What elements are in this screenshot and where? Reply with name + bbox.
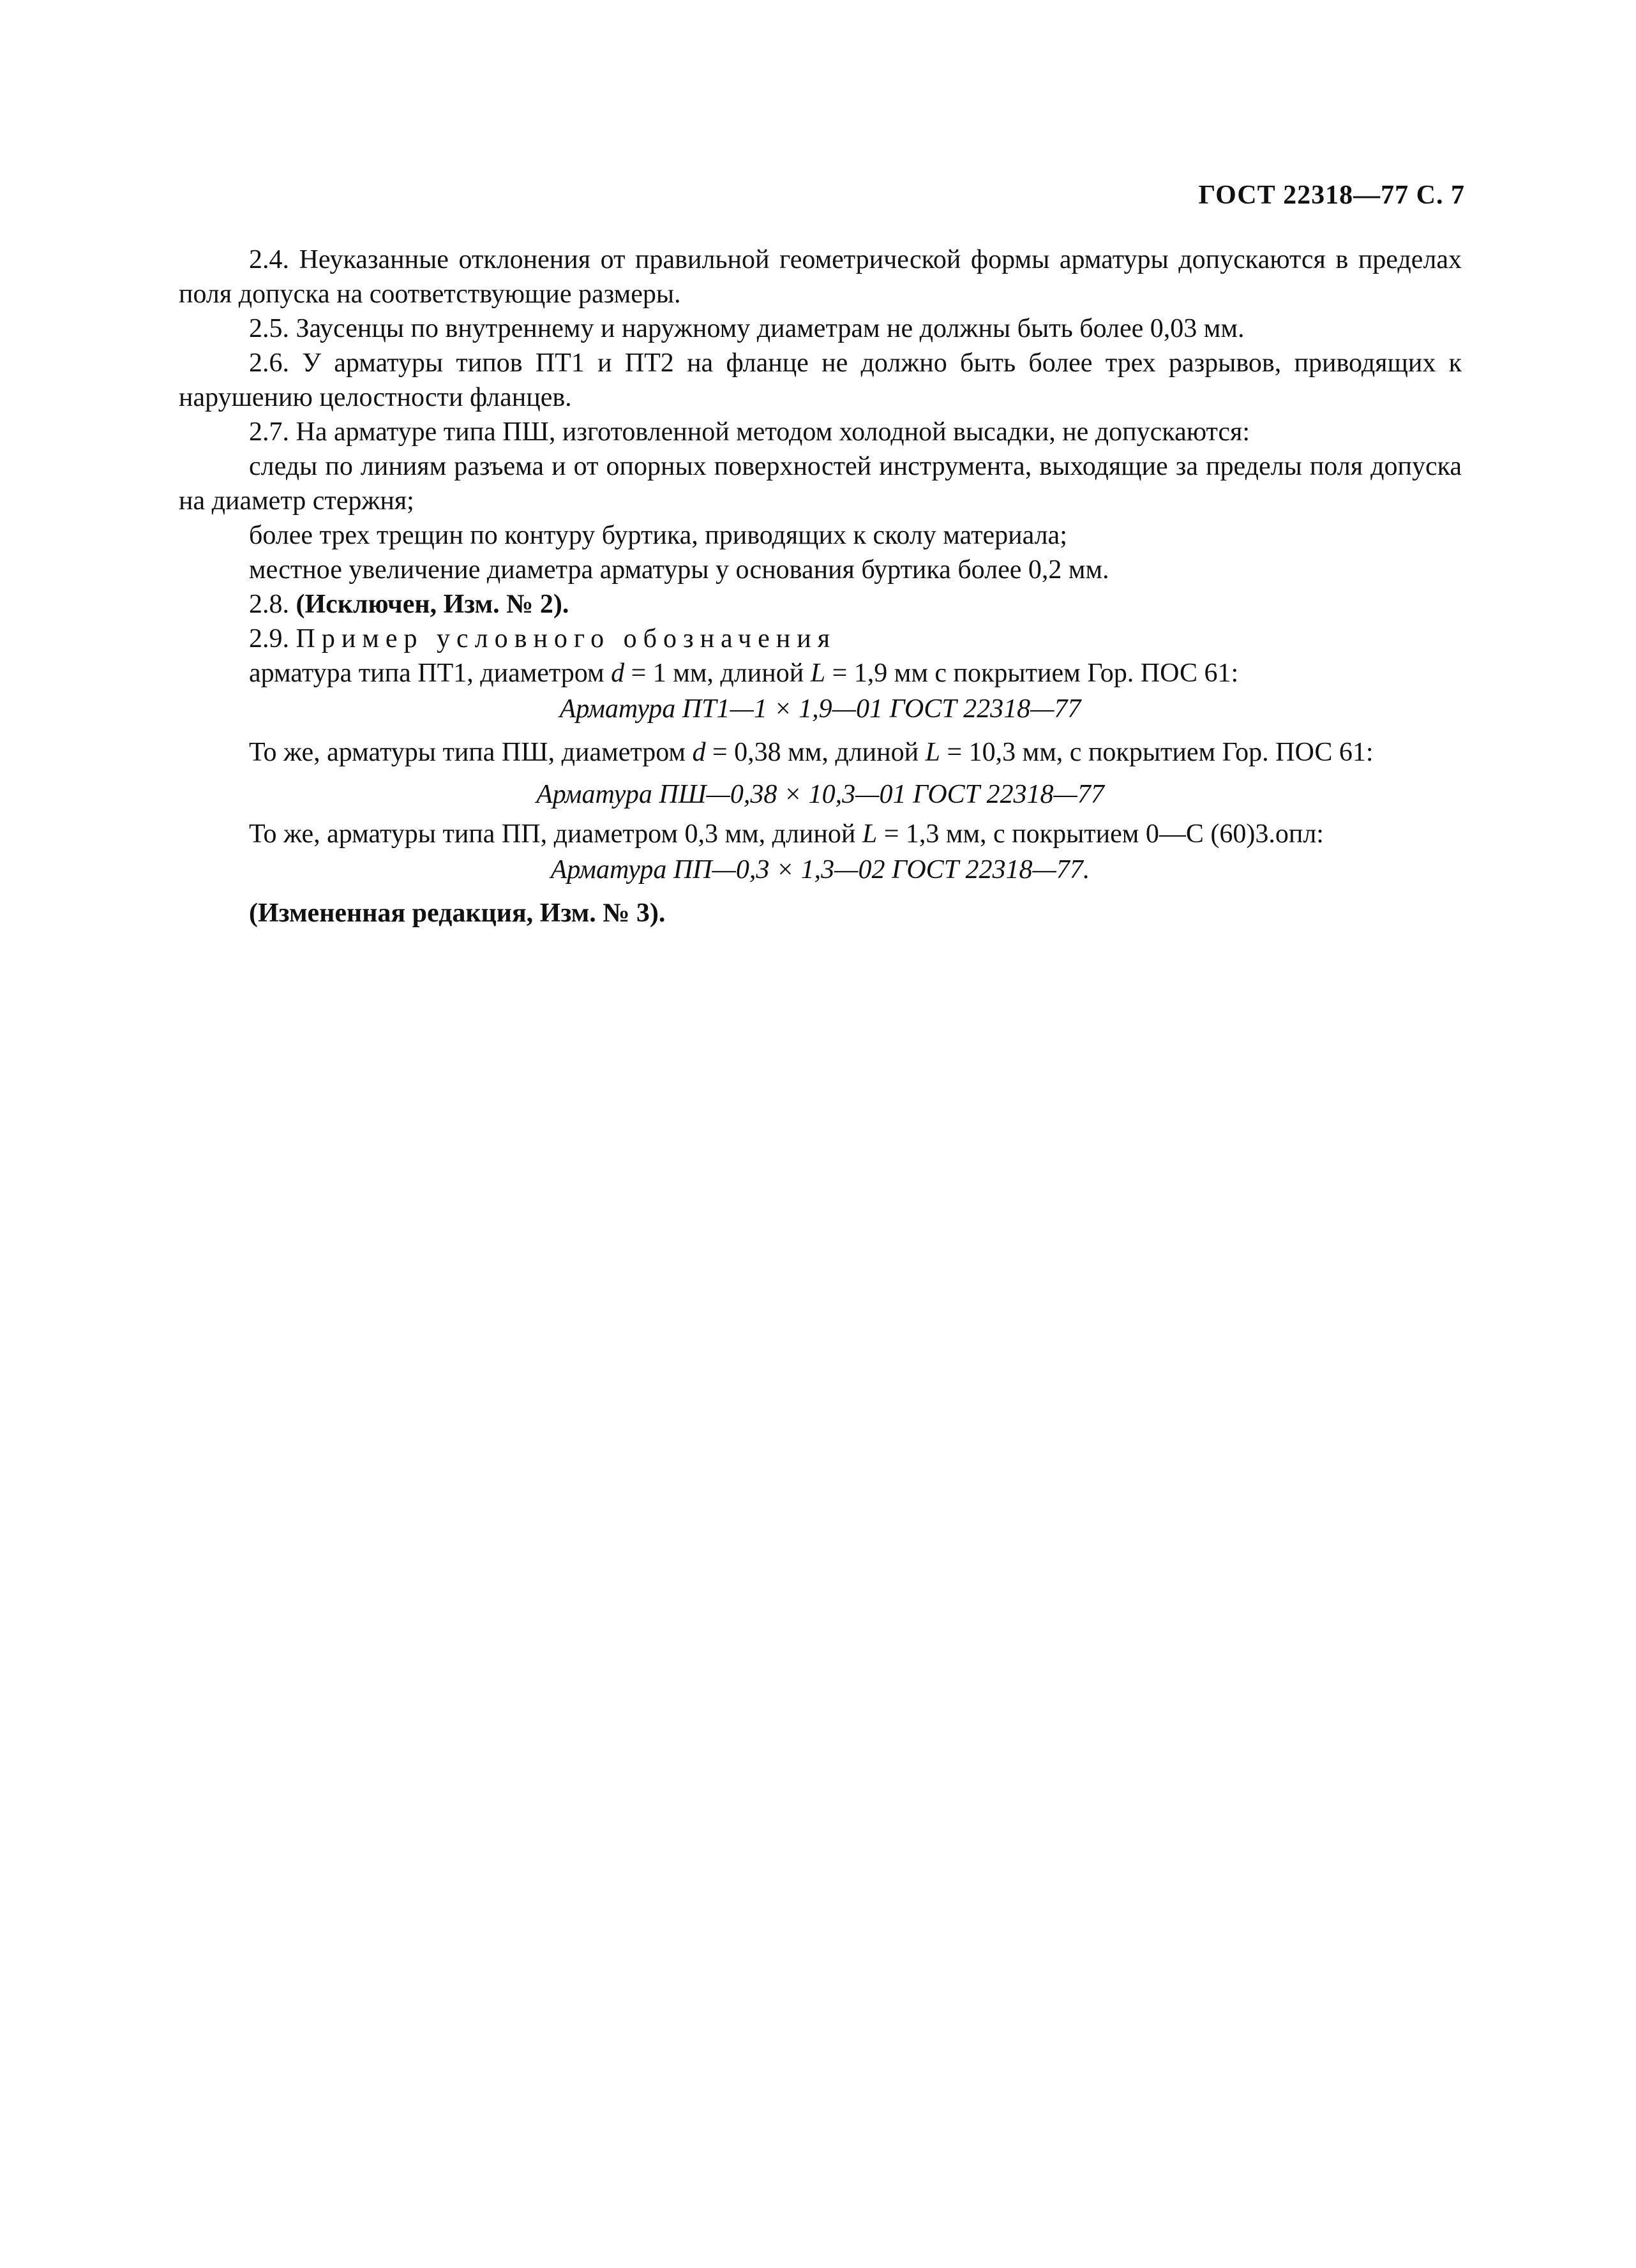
example-1-intro-text-c: = 1,9 мм с покрытием Гор. ПОС 61: xyxy=(825,659,1239,688)
clause-2-8-number: 2.8. xyxy=(249,590,289,619)
example-3-intro-text-b: = 1,3 мм, с покрытием 0—С (60)3.опл: xyxy=(877,819,1324,849)
example-3-intro xyxy=(179,817,1462,851)
clause-2-8 xyxy=(179,587,1462,622)
clause-2-9-title: Пример условного обозначения xyxy=(296,624,837,653)
example-2-symbol-d: d xyxy=(692,738,706,767)
clause-2-7-item-b: более трех трещин по контуру буртика, приводящих к сколу материала; xyxy=(249,521,1067,550)
spacer xyxy=(179,729,1462,735)
example-3-symbol-l: L xyxy=(862,819,878,849)
example-1-intro xyxy=(179,656,1462,690)
example-3-intro-text-a: То же, арматуры типа ПП, диаметром 0,3 мм, длиной xyxy=(249,819,862,849)
spacer xyxy=(179,890,1462,896)
clause-2-9 xyxy=(179,622,1462,656)
example-2-symbol-l: L xyxy=(925,738,940,767)
amendment-note: (Измененная редакция, Изм. № 3). xyxy=(249,899,666,928)
clause-2-4: 2.4. Неуказанные отклонения от правильной геометрической формы арматуры допускаются в пределах поля допуска на соответствующие размеры. xyxy=(179,245,1462,309)
example-2-intro-text-c: = 10,3 мм, с покрытием Гор. ПОС 61: xyxy=(940,738,1374,767)
clause-2-7: 2.7. На арматуре типа ПШ, изготовленной методом холодной высадки, не допускаются: xyxy=(249,417,1250,447)
example-1-intro-text-b: = 1 мм, длиной xyxy=(624,659,811,688)
example-2-intro xyxy=(179,735,1462,770)
example-2-intro-text-b: = 0,38 мм, длиной xyxy=(705,738,926,767)
clause-2-8-text: (Исключен, Изм. № 2). xyxy=(296,590,569,619)
clause-2-5: 2.5. Заусенцы по внутреннему и наружному диаметрам не должны быть более 0,03 мм. xyxy=(249,314,1245,343)
spacer xyxy=(179,770,1462,776)
clause-2-9-number: 2.9. xyxy=(249,624,289,653)
clause-2-7-item-a: следы по линиям разъема и от опорных поверхностей инструмента, выходящие за пределы поля допуска на диаметр стержня; xyxy=(179,452,1462,516)
example-3-designation: Арматура ПП—0,3 × 1,3—02 ГОСТ 22318—77. xyxy=(550,855,1090,884)
document-body xyxy=(179,242,1462,930)
example-1-symbol-d: d xyxy=(611,659,625,688)
example-1-intro-text-a: арматура типа ПТ1, диаметром xyxy=(249,659,612,688)
clause-2-7-item-c: местное увеличение диаметра арматуры у основания буртика более 0,2 мм. xyxy=(249,555,1109,585)
example-2-intro-text-a: То же, арматуры типа ПШ, диаметром xyxy=(249,738,693,767)
example-1-symbol-l: L xyxy=(810,659,826,688)
example-1-designation: Арматура ПТ1—1 × 1,9—01 ГОСТ 22318—77 xyxy=(559,694,1081,724)
example-2-designation: Арматура ПШ—0,38 × 10,3—01 ГОСТ 22318—77 xyxy=(536,780,1104,809)
clause-2-6: 2.6. У арматуры типов ПТ1 и ПТ2 на фланце не должно быть более трех разрывов, приводящих к нарушению целостности фланцев. xyxy=(179,348,1462,412)
page-header: ГОСТ 22318—77 С. 7 xyxy=(1198,181,1465,210)
